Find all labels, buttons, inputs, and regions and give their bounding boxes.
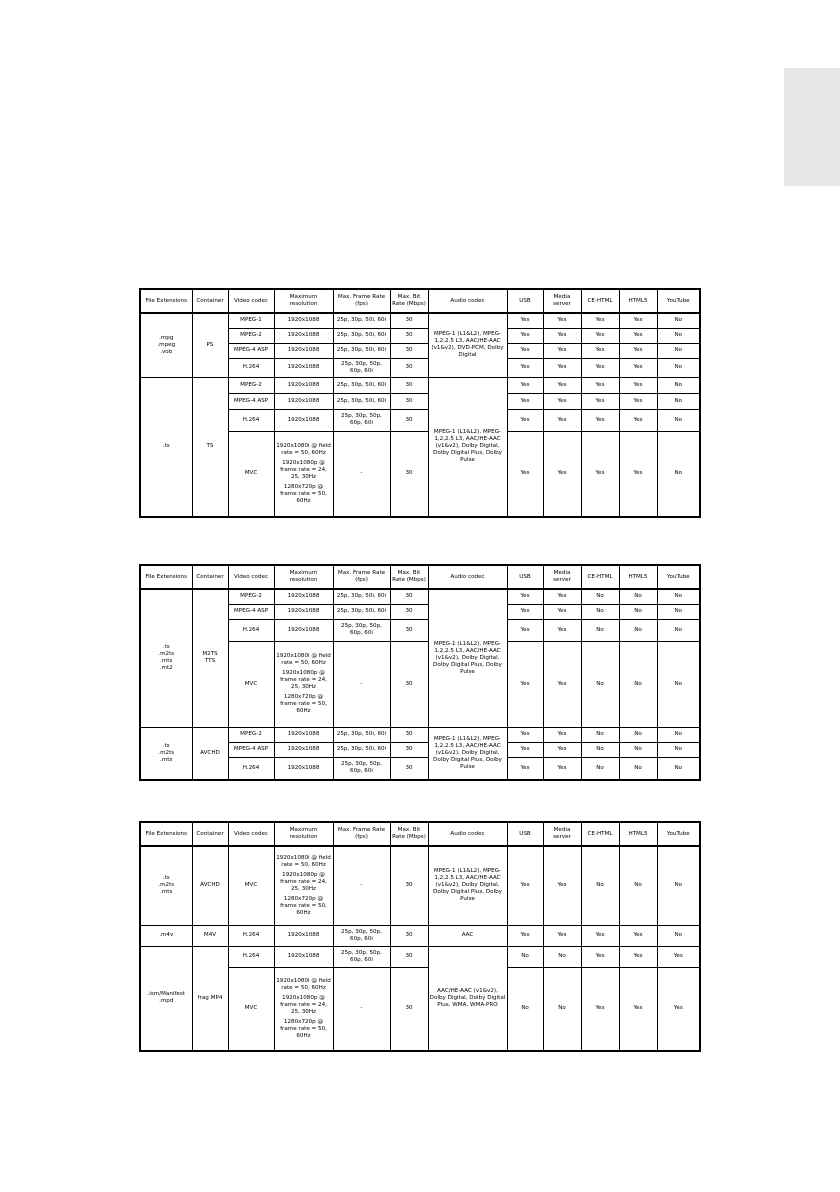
ce-html-cell: No xyxy=(581,742,619,757)
video-codec-cell: MVC xyxy=(228,641,274,727)
usb-cell: Yes xyxy=(507,604,543,619)
html5-cell: No xyxy=(619,846,657,925)
frame-rate-cell: 25p, 30p, 50p, 60p, 60i xyxy=(333,358,390,377)
col-header-ce-html: CE-HTML xyxy=(581,289,619,313)
usb-cell: Yes xyxy=(507,727,543,742)
ce-html-cell: No xyxy=(581,757,619,780)
youtube-cell: No xyxy=(657,377,700,393)
media-server-cell: Yes xyxy=(543,409,581,431)
html5-cell: No xyxy=(619,619,657,641)
media-server-cell: No xyxy=(543,967,581,1051)
section-side-tab xyxy=(784,68,840,186)
container-cell: AVCHD xyxy=(192,846,228,925)
col-header-audio-codec: Audio codec xyxy=(428,289,507,313)
video-codec-cell: MPEG-1 xyxy=(228,313,274,328)
video-codec-cell: MPEG-4 ASP xyxy=(228,343,274,358)
ce-html-cell: Yes xyxy=(581,967,619,1051)
format-table-2 xyxy=(139,564,701,781)
frame-rate-cell: 25p, 30p, 50i, 60i xyxy=(333,343,390,358)
media-server-cell: Yes xyxy=(543,313,581,328)
ce-html-cell: Yes xyxy=(581,377,619,393)
frame-rate-cell: 25p, 30p, 50i, 60i xyxy=(333,727,390,742)
youtube-cell: No xyxy=(657,757,700,780)
youtube-cell: No xyxy=(657,619,700,641)
file-extensions-cell: .ism/Manifest .mpd xyxy=(140,946,192,1051)
html5-cell: Yes xyxy=(619,313,657,328)
bit-rate-cell: 30 xyxy=(390,589,428,604)
bit-rate-cell: 30 xyxy=(390,409,428,431)
youtube-cell: Yes xyxy=(657,946,700,967)
bit-rate-cell: 30 xyxy=(390,946,428,967)
html5-cell: Yes xyxy=(619,328,657,343)
video-codec-cell: H.264 xyxy=(228,409,274,431)
video-codec-cell: MPEG-2 xyxy=(228,727,274,742)
youtube-cell: No xyxy=(657,641,700,727)
frame-rate-cell: 25p, 30p, 50p, 60p, 60i xyxy=(333,946,390,967)
resolution-line: 1920x1080i @ field rate = 50, 60Hz xyxy=(276,442,331,456)
usb-cell: Yes xyxy=(507,925,543,946)
resolution-line: 1920x1080i @ field rate = 50, 60Hz xyxy=(276,653,331,666)
youtube-cell: No xyxy=(657,358,700,377)
resolution-cell: 1920x1088 xyxy=(274,343,333,358)
html5-cell: Yes xyxy=(619,343,657,358)
col-header-audio-codec: Audio codec xyxy=(428,565,507,589)
col-header-usb: USB xyxy=(507,289,543,313)
video-codec-cell: MPEG-2 xyxy=(228,377,274,393)
col-header-max-bit-rate: Max. Bit Rate (Mbps) xyxy=(390,565,428,589)
col-header-container: Container xyxy=(192,565,228,589)
media-server-cell: Yes xyxy=(543,641,581,727)
video-codec-cell: H.264 xyxy=(228,619,274,641)
video-codec-cell: MPEG-2 xyxy=(228,328,274,343)
html5-cell: Yes xyxy=(619,946,657,967)
format-table-1 xyxy=(139,288,701,518)
table-row xyxy=(140,377,700,393)
resolution-cell: 1920x1088 xyxy=(274,409,333,431)
resolution-cell: 1920x1088 xyxy=(274,727,333,742)
resolution-line: 1920x1080p @ frame rate = 24, 25, 30Hz xyxy=(280,994,327,1015)
youtube-cell: No xyxy=(657,393,700,409)
col-header-video-codec: Video codec xyxy=(228,822,274,846)
youtube-cell: No xyxy=(657,846,700,925)
youtube-cell: No xyxy=(657,589,700,604)
html5-cell: No xyxy=(619,727,657,742)
bit-rate-cell: 30 xyxy=(390,358,428,377)
col-header-max-bit-rate: Max. Bit Rate (Mbps) xyxy=(390,289,428,313)
usb-cell: Yes xyxy=(507,343,543,358)
col-header-html5: HTML5 xyxy=(619,565,657,589)
youtube-cell: No xyxy=(657,604,700,619)
bit-rate-cell: 30 xyxy=(390,742,428,757)
file-extensions-cell: .ts xyxy=(140,377,192,517)
html5-cell: Yes xyxy=(619,409,657,431)
col-header-youtube: YouTube xyxy=(657,822,700,846)
frame-rate-cell: - xyxy=(333,431,390,517)
col-header-file-extensions: File Extensions xyxy=(140,822,192,846)
ce-html-cell: Yes xyxy=(581,358,619,377)
frame-rate-cell: - xyxy=(333,641,390,727)
col-header-html5: HTML5 xyxy=(619,822,657,846)
html5-cell: Yes xyxy=(619,967,657,1051)
ce-html-cell: No xyxy=(581,641,619,727)
resolution-cell: 1920x1088 xyxy=(274,742,333,757)
usb-cell: No xyxy=(507,946,543,967)
ce-html-cell: Yes xyxy=(581,946,619,967)
table-row xyxy=(140,925,700,946)
col-header-video-codec: Video codec xyxy=(228,289,274,313)
ce-html-cell: Yes xyxy=(581,393,619,409)
media-server-cell: Yes xyxy=(543,358,581,377)
bit-rate-cell: 30 xyxy=(390,727,428,742)
usb-cell: Yes xyxy=(507,619,543,641)
ce-html-cell: Yes xyxy=(581,343,619,358)
bit-rate-cell: 30 xyxy=(390,757,428,780)
bit-rate-cell: 30 xyxy=(390,925,428,946)
usb-cell: No xyxy=(507,967,543,1051)
table-row xyxy=(140,727,700,742)
youtube-cell: Yes xyxy=(657,967,700,1051)
col-header-html5: HTML5 xyxy=(619,289,657,313)
col-header-ce-html: CE-HTML xyxy=(581,822,619,846)
youtube-cell: No xyxy=(657,727,700,742)
frame-rate-cell: 25p, 30p, 50i, 60i xyxy=(333,313,390,328)
col-header-youtube: YouTube xyxy=(657,565,700,589)
ce-html-cell: Yes xyxy=(581,925,619,946)
bit-rate-cell: 30 xyxy=(390,619,428,641)
resolution-cell: 1920x1088 xyxy=(274,358,333,377)
youtube-cell: No xyxy=(657,431,700,517)
frame-rate-cell: 25p, 30p, 50i, 60i xyxy=(333,328,390,343)
col-header-media-server: Media server xyxy=(543,822,581,846)
table-row xyxy=(140,313,700,328)
resolution-cell: 1920x1088 xyxy=(274,946,333,967)
file-extensions-cell: .mpg .mpeg .vob xyxy=(140,313,192,377)
audio-codec-cell: MPEG-1 (L1&L2), MPEG-1,2,2.5 L3, AAC/HE-AAC (v1&v2), Dolby Digital, Dolby Digital Plus, Dolby Pulse xyxy=(428,727,507,780)
col-header-max-bit-rate: Max. Bit Rate (Mbps) xyxy=(390,822,428,846)
frame-rate-cell: 25p, 30p, 50p, 60p, 60i xyxy=(333,925,390,946)
table-row xyxy=(140,846,700,925)
col-header-usb: USB xyxy=(507,822,543,846)
bit-rate-cell: 30 xyxy=(390,604,428,619)
media-server-cell: Yes xyxy=(543,393,581,409)
ce-html-cell: Yes xyxy=(581,328,619,343)
usb-cell: Yes xyxy=(507,409,543,431)
col-header-ce-html: CE-HTML xyxy=(581,565,619,589)
resolution-cell: 1920x1088 xyxy=(274,589,333,604)
youtube-cell: No xyxy=(657,742,700,757)
ce-html-cell: No xyxy=(581,619,619,641)
bit-rate-cell: 30 xyxy=(390,313,428,328)
html5-cell: No xyxy=(619,641,657,727)
media-server-cell: Yes xyxy=(543,377,581,393)
container-cell: M4V xyxy=(192,925,228,946)
frame-rate-cell: 25p, 30p, 50i, 60i xyxy=(333,393,390,409)
resolution-line: 1280x720p @ frame rate = 50, 60Hz xyxy=(280,483,327,504)
resolution-cell: 1920x1088 xyxy=(274,328,333,343)
bit-rate-cell: 30 xyxy=(390,846,428,925)
resolution-cell: 1920x1088 xyxy=(274,393,333,409)
ce-html-cell: No xyxy=(581,604,619,619)
col-header-container: Container xyxy=(192,822,228,846)
html5-cell: Yes xyxy=(619,358,657,377)
format-table-3 xyxy=(139,821,701,1052)
bit-rate-cell: 30 xyxy=(390,343,428,358)
youtube-cell: No xyxy=(657,925,700,946)
container-cell: M2TS TTS xyxy=(192,589,228,727)
youtube-cell: No xyxy=(657,409,700,431)
frame-rate-cell: 25p, 30p, 50i, 60i xyxy=(333,604,390,619)
file-extensions-cell: .ts .m2ts .mts xyxy=(140,846,192,925)
resolution-cell: 1920x1088 xyxy=(274,757,333,780)
bit-rate-cell: 30 xyxy=(390,967,428,1051)
container-cell: PS xyxy=(192,313,228,377)
resolution-cell xyxy=(274,431,333,517)
col-header-audio-codec: Audio codec xyxy=(428,822,507,846)
resolution-cell: 1920x1088 xyxy=(274,313,333,328)
header-row xyxy=(140,289,700,313)
media-server-cell: Yes xyxy=(543,604,581,619)
youtube-cell: No xyxy=(657,328,700,343)
col-header-video-codec: Video codec xyxy=(228,565,274,589)
resolution-line: 1920x1080p @ frame rate = 24, 25, 30Hz xyxy=(280,871,327,892)
frame-rate-cell: 25p, 30p, 50i, 60i xyxy=(333,742,390,757)
html5-cell: Yes xyxy=(619,925,657,946)
html5-cell: Yes xyxy=(619,393,657,409)
audio-codec-cell: MPEG-1 (L1&L2), MPEG-1,2,2.5 L3, AAC/HE-AAC (v1&v2), DVD-PCM, Dolby Digital xyxy=(428,313,507,377)
frame-rate-cell: 25p, 30p, 50i, 60i xyxy=(333,589,390,604)
usb-cell: Yes xyxy=(507,377,543,393)
col-header-max-frame-rate: Max. Frame Rate (fps) xyxy=(333,289,390,313)
video-codec-cell: H.264 xyxy=(228,757,274,780)
bit-rate-cell: 30 xyxy=(390,431,428,517)
audio-codec-cell: MPEG-1 (L1&L2), MPEG-1,2,2.5 L3, AAC/HE-AAC (v1&v2), Dolby Digital, Dolby Digital Plus, Dolby Pulse xyxy=(428,377,507,517)
usb-cell: Yes xyxy=(507,313,543,328)
audio-codec-cell: AAC xyxy=(428,925,507,946)
ce-html-cell: No xyxy=(581,589,619,604)
resolution-cell xyxy=(274,641,333,727)
html5-cell: No xyxy=(619,757,657,780)
bit-rate-cell: 30 xyxy=(390,393,428,409)
media-server-cell: Yes xyxy=(543,757,581,780)
html5-cell: Yes xyxy=(619,431,657,517)
usb-cell: Yes xyxy=(507,358,543,377)
video-codec-cell: MPEG-4 ASP xyxy=(228,742,274,757)
youtube-cell: No xyxy=(657,343,700,358)
resolution-line: 1280x720p @ frame rate = 50, 60Hz xyxy=(280,694,327,714)
usb-cell: Yes xyxy=(507,431,543,517)
frame-rate-cell: - xyxy=(333,967,390,1051)
frame-rate-cell: - xyxy=(333,846,390,925)
video-codec-cell: H.264 xyxy=(228,358,274,377)
resolution-cell: 1920x1088 xyxy=(274,604,333,619)
header-row xyxy=(140,822,700,846)
frame-rate-cell: 25p, 30p, 50i, 60i xyxy=(333,377,390,393)
video-codec-cell: H.264 xyxy=(228,946,274,967)
col-header-media-server: Media server xyxy=(543,289,581,313)
video-codec-cell: MVC xyxy=(228,846,274,925)
usb-cell: Yes xyxy=(507,328,543,343)
html5-cell: Yes xyxy=(619,377,657,393)
youtube-cell: No xyxy=(657,313,700,328)
table-row xyxy=(140,589,700,604)
resolution-cell: 1920x1088 xyxy=(274,377,333,393)
audio-codec-cell: MPEG-1 (L1&L2), MPEG-1,2,2.5 L3, AAC/HE-AAC (v1&v2), Dolby Digital, Dolby Digital Plus, Dolby Pulse xyxy=(428,589,507,727)
col-header-usb: USB xyxy=(507,565,543,589)
header-row xyxy=(140,565,700,589)
file-extensions-cell: .ts .m2ts .mts .mt2 xyxy=(140,589,192,727)
resolution-cell xyxy=(274,967,333,1051)
media-server-cell: Yes xyxy=(543,742,581,757)
video-codec-cell: MPEG-4 ASP xyxy=(228,604,274,619)
bit-rate-cell: 30 xyxy=(390,328,428,343)
resolution-line: 1280x720p @ frame rate = 50, 60Hz xyxy=(280,1018,327,1039)
resolution-cell xyxy=(274,846,333,925)
video-codec-cell: H.264 xyxy=(228,925,274,946)
resolution-line: 1920x1080i @ field rate = 50, 60Hz xyxy=(276,854,331,868)
col-header-max-resolution: Maximum resolution xyxy=(274,289,333,313)
usb-cell: Yes xyxy=(507,641,543,727)
resolution-cell: 1920x1088 xyxy=(274,619,333,641)
html5-cell: No xyxy=(619,742,657,757)
table-row xyxy=(140,946,700,967)
frame-rate-cell: 25p, 30p, 50p, 60p, 60i xyxy=(333,409,390,431)
col-header-max-resolution: Maximum resolution xyxy=(274,822,333,846)
ce-html-cell: No xyxy=(581,846,619,925)
col-header-max-frame-rate: Max. Frame Rate (fps) xyxy=(333,565,390,589)
usb-cell: Yes xyxy=(507,846,543,925)
bit-rate-cell: 30 xyxy=(390,377,428,393)
usb-cell: Yes xyxy=(507,742,543,757)
col-header-file-extensions: File Extensions xyxy=(140,565,192,589)
media-server-cell: Yes xyxy=(543,328,581,343)
video-codec-cell: MVC xyxy=(228,431,274,517)
ce-html-cell: Yes xyxy=(581,409,619,431)
col-header-youtube: YouTube xyxy=(657,289,700,313)
video-codec-cell: MPEG-2 xyxy=(228,589,274,604)
col-header-container: Container xyxy=(192,289,228,313)
video-codec-cell: MPEG-4 ASP xyxy=(228,393,274,409)
container-cell: AVCHD xyxy=(192,727,228,780)
frame-rate-cell: 25p, 30p, 50p, 60p, 60i xyxy=(333,619,390,641)
media-server-cell: Yes xyxy=(543,925,581,946)
col-header-max-frame-rate: Max. Frame Rate (fps) xyxy=(333,822,390,846)
audio-codec-cell: AAC/HE-AAC (v1&v2), Dolby Digital, Dolby Digital Plus, WMA, WMA-PRO xyxy=(428,946,507,1051)
resolution-line: 1920x1080p @ frame rate = 24, 25, 30Hz xyxy=(280,459,327,480)
ce-html-cell: Yes xyxy=(581,431,619,517)
file-extensions-cell: .m4v xyxy=(140,925,192,946)
media-server-cell: Yes xyxy=(543,846,581,925)
container-cell: TS xyxy=(192,377,228,517)
resolution-line: 1920x1080p @ frame rate = 24, 25, 30Hz xyxy=(280,670,327,690)
usb-cell: Yes xyxy=(507,757,543,780)
ce-html-cell: No xyxy=(581,727,619,742)
video-codec-cell: MVC xyxy=(228,967,274,1051)
bit-rate-cell: 30 xyxy=(390,641,428,727)
resolution-line: 1280x720p @ frame rate = 50, 60Hz xyxy=(280,895,327,916)
html5-cell: No xyxy=(619,589,657,604)
col-header-file-extensions: File Extensions xyxy=(140,289,192,313)
usb-cell: Yes xyxy=(507,393,543,409)
resolution-line: 1920x1080i @ field rate = 50, 60Hz xyxy=(276,977,331,991)
container-cell: frag MP4 xyxy=(192,946,228,1051)
ce-html-cell: Yes xyxy=(581,313,619,328)
media-server-cell: No xyxy=(543,946,581,967)
usb-cell: Yes xyxy=(507,589,543,604)
media-server-cell: Yes xyxy=(543,589,581,604)
frame-rate-cell: 25p, 30p, 50p, 60p, 60i xyxy=(333,757,390,780)
html5-cell: No xyxy=(619,604,657,619)
audio-codec-cell: MPEG-1 (L1&L2), MPEG-1,2,2.5 L3, AAC/HE-AAC (v1&v2), Dolby Digital, Dolby Digital Plus, Dolby Pulse xyxy=(428,846,507,925)
media-server-cell: Yes xyxy=(543,727,581,742)
media-server-cell: Yes xyxy=(543,619,581,641)
resolution-cell: 1920x1088 xyxy=(274,925,333,946)
file-extensions-cell: .ts .m2ts .mts xyxy=(140,727,192,780)
col-header-max-resolution: Maximum resolution xyxy=(274,565,333,589)
media-server-cell: Yes xyxy=(543,431,581,517)
media-server-cell: Yes xyxy=(543,343,581,358)
col-header-media-server: Media server xyxy=(543,565,581,589)
